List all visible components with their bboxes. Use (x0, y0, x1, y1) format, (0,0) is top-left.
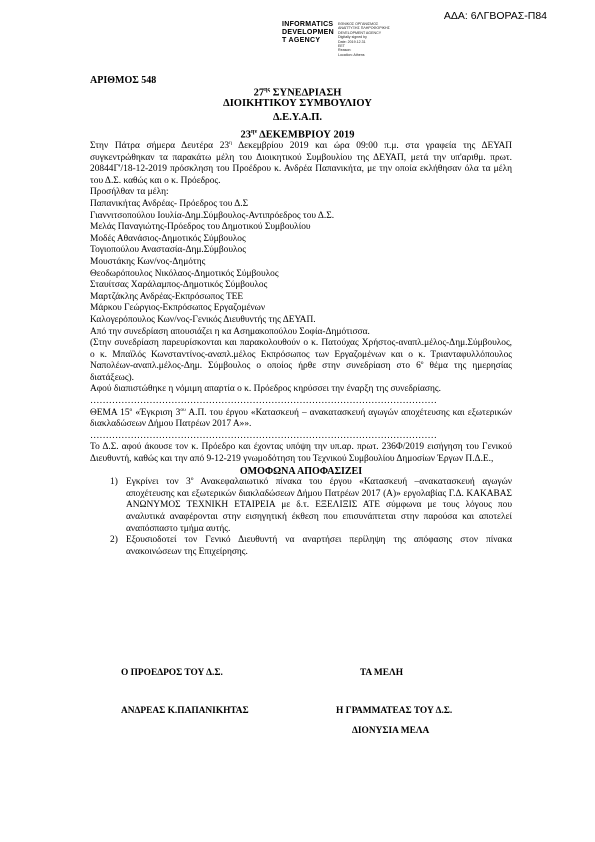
member-item: Μαρτζάκλης Ανδρέας-Εκπρόσωπος ΤΕΕ (90, 291, 244, 302)
subject-line: ΘΕΜΑ $15^o$ «Έγκριση $3^{o\upsilon}$ Α.Π. του έργου «Κατασκευή – ανακατασκευή αγωγών αποχέτευσης και εξωτερικών διακλαδώσεων Δήμου Πατρέων 2017 Α»». (90, 406, 513, 430)
member-item: Θεοδωρόπουλος Νικόλαος-Δημοτικός Σύμβουλος (90, 268, 279, 279)
president-name: ΑΝΔΡΕΑΣ Κ.ΠΑΠΑΝΙΚΗΤΑΣ (121, 706, 249, 716)
member-item: Μελάς Παναγιώτης-Πρόεδρος του Δημοτικού Συμβουλίου (90, 222, 311, 233)
decision-item (90, 477, 512, 535)
separator-dots: ………………………………………………………………………………………………… (90, 396, 437, 407)
decision-number-2: 2) (110, 535, 118, 546)
preamble-paragraph: Το Δ.Σ. αφού άκουσε τον κ. Πρόεδρο και έχοντας υπόψη την υπ.αρ. πρωτ. 236Φ/2019 εισήγηση του Γενικού Διευθυντή, καθώς και την από 9-12-219 γνωμοδότηση του Τεχνικού Συμβουλίου Δημοσίων Έργων Π.Δ.Ε., (90, 442, 512, 465)
member-item: Μάρκου Γεώργιος-Εκπρόσωπος Εργαζομένων (90, 303, 266, 314)
members-list (90, 199, 512, 327)
decision-text-1: Εγκρίνει τον $3^o$ Ανακεφαλαιωτικό πίνακα του έργου «Κατασκευή –ανακατασκευή αγωγών αποχέτευσης και εξωτερικών διακλαδώσεων Δήμου Πατρέων 2017 (Α)» εργολαβίας Γ.Δ. ΚΑΚΑΒΑΣ ΑΝΩΝΥΜΟΣ ΤΕΧΝΙΚΗ ΕΤΑΙΡΕΙΑ με δ.τ. ΕΞΕΛΙΞΙΣ ΑΤΕ σύμφωνα με τους λόγους που αναλυτικά αναφέρονται στην εισηγητική έκθεση που επισυνάπτεται στην παρούσα και αποτελεί αναπόσπαστο τμήμα αυτής. (126, 476, 512, 534)
attendance-note: (Στην συνεδρίαση παρευρίσκονται και παρακολουθούν ο κ. Πατούχας Χρήστος-αναπλ.μέλος-Δημ.Σύμβουλος, ο κ. Μπαϊλός Κωνσταντίνος-αναπλ.μέλος Εκπρόσωπος των Εργαζομένων και ο κ. Τριανταφυλλόπουλος Ναπολέων-αναπλ.μέλος-Δημ. Σύμβουλος ο οποίος ήρθε στην συνεδρίαση στο $6^o$ θέμα της ημερησίας διατάξεως). (90, 338, 512, 383)
session-heading: $27^{\eta\varsigma}$ ΣΥΝΕΔΡΙΑΣΗ (253, 87, 342, 99)
ada-code: ΑΔΑ: 6ΛΓΒΟΡΑΣ-Π84 (443, 10, 547, 22)
decision-number-1: 1) (110, 477, 118, 488)
member-item: Σταυίτσας Χαράλαμπος-Δημοτικός Σύμβουλος (90, 280, 268, 291)
member-item: Μουστάκης Κων/νος-Δημότης (90, 256, 206, 267)
quorum-note: Αφού διαπιστώθηκε η νόμιμη απαρτία ο κ. Πρόεδρος κηρύσσει την έναρξη της συνεδρίασης. (90, 384, 441, 395)
present-label: Προσήλθαν τα μέλη: (90, 187, 169, 198)
member-item: Γιαννιτσοπούλου Ιουλία-Δημ.Σύμβουλος-Αντιπρόεδρος του Δ.Σ. (90, 210, 335, 221)
members-label: ΤΑ ΜΕΛΗ (360, 668, 404, 678)
member-item: Τογιοπούλου Αναστασία-Δημ.Σύμβουλος (90, 245, 246, 256)
digital-signature-stamp: ΕΘΝΙΚΟΣ ΟΡΓΑΝΙΣΜΟΣ ΑΝΑΠΤΥΞΗΣ ΠΛΗΡΟΦΟΡΙΚΗΣ DEVELOPMENT AGENCY Digitally signed by Date: 2019.12.31 EET Reason: Location: Athens (338, 22, 390, 57)
separator-dots: ………………………………………………………………………………………………… (90, 430, 437, 441)
member-item: Παπανικήτας Ανδρέας- Πρόεδρος του Δ.Σ (90, 198, 249, 209)
diavgeia-signature-logo (282, 21, 390, 57)
decision-text-2: Εξουσιοδοτεί τον Γενικό Διευθυντή να αναρτήσει περίληψη της απόφασης στον πίνακα ανακοινώσεων της Επιχείρησης. (126, 535, 512, 557)
president-label: Ο ΠΡΟΕΔΡΟΣ ΤΟΥ Δ.Σ. (121, 668, 223, 678)
logo-words: INFORMATICS DEVELOPMEN T AGENCY (282, 21, 335, 44)
intro-paragraph: Στην Πάτρα σήμερα Δευτέρα $23^\eta$ Δεκεμβρίου 2019 και ώρα 09:00 π.μ. στα γραφεία της ΔΕΥΑΠ συγκεντρώθηκαν τα παρακάτω μέλη του Διοικητικού Συμβουλίου της ΔΕΥΑΠ, μετά την υπ'αριθμ. πρωτ. 20844Γ'/18-12-2019 πρόσκληση του Προέδρου κ. Ανδρέα Παπανικήτα, με την οποία εκλήθησαν όλα τα μέλη του Δ.Σ. καθώς και ο κ. Πρόεδρος. (90, 139, 512, 186)
org-heading: Δ.Ε.Υ.Α.Π. (272, 112, 323, 123)
decision-number: ΑΡΙΘΜΟΣ 548 (90, 75, 157, 86)
member-item: Μοδές Αθανάσιος-Δημοτικός Σύμβουλος (90, 233, 246, 244)
date-heading: $23^{\eta\nu}$ ΔΕΚΕΜΒΡΙΟΥ 2019 (240, 129, 355, 141)
minutes-body (90, 141, 512, 558)
absent-note: Από την συνεδρίαση απουσιάζει η κα Ασημακοπούλου Σοφία-Δημότισσα. (90, 326, 370, 337)
board-heading: ΔΙΟΙΚΗΤΙΚΟΥ ΣΥΜΒΟΥΛΙΟΥ (223, 98, 372, 109)
decisions-title: ΟΜΟΦΩΝΑ ΑΠΟΦΑΣΙΖΕΙ (239, 465, 363, 477)
secretary-name: ΔΙΟΝΥΣΙΑ ΜΕΛΑ (352, 726, 430, 736)
secretary-label: Η ΓΡΑΜΜΑΤΕΑΣ ΤΟΥ Δ.Σ. (336, 706, 453, 716)
member-item: Καλογερόπουλος Κων/νος-Γενικός Διευθυντής της ΔΕΥΑΠ. (90, 314, 316, 325)
decision-item (90, 535, 512, 558)
